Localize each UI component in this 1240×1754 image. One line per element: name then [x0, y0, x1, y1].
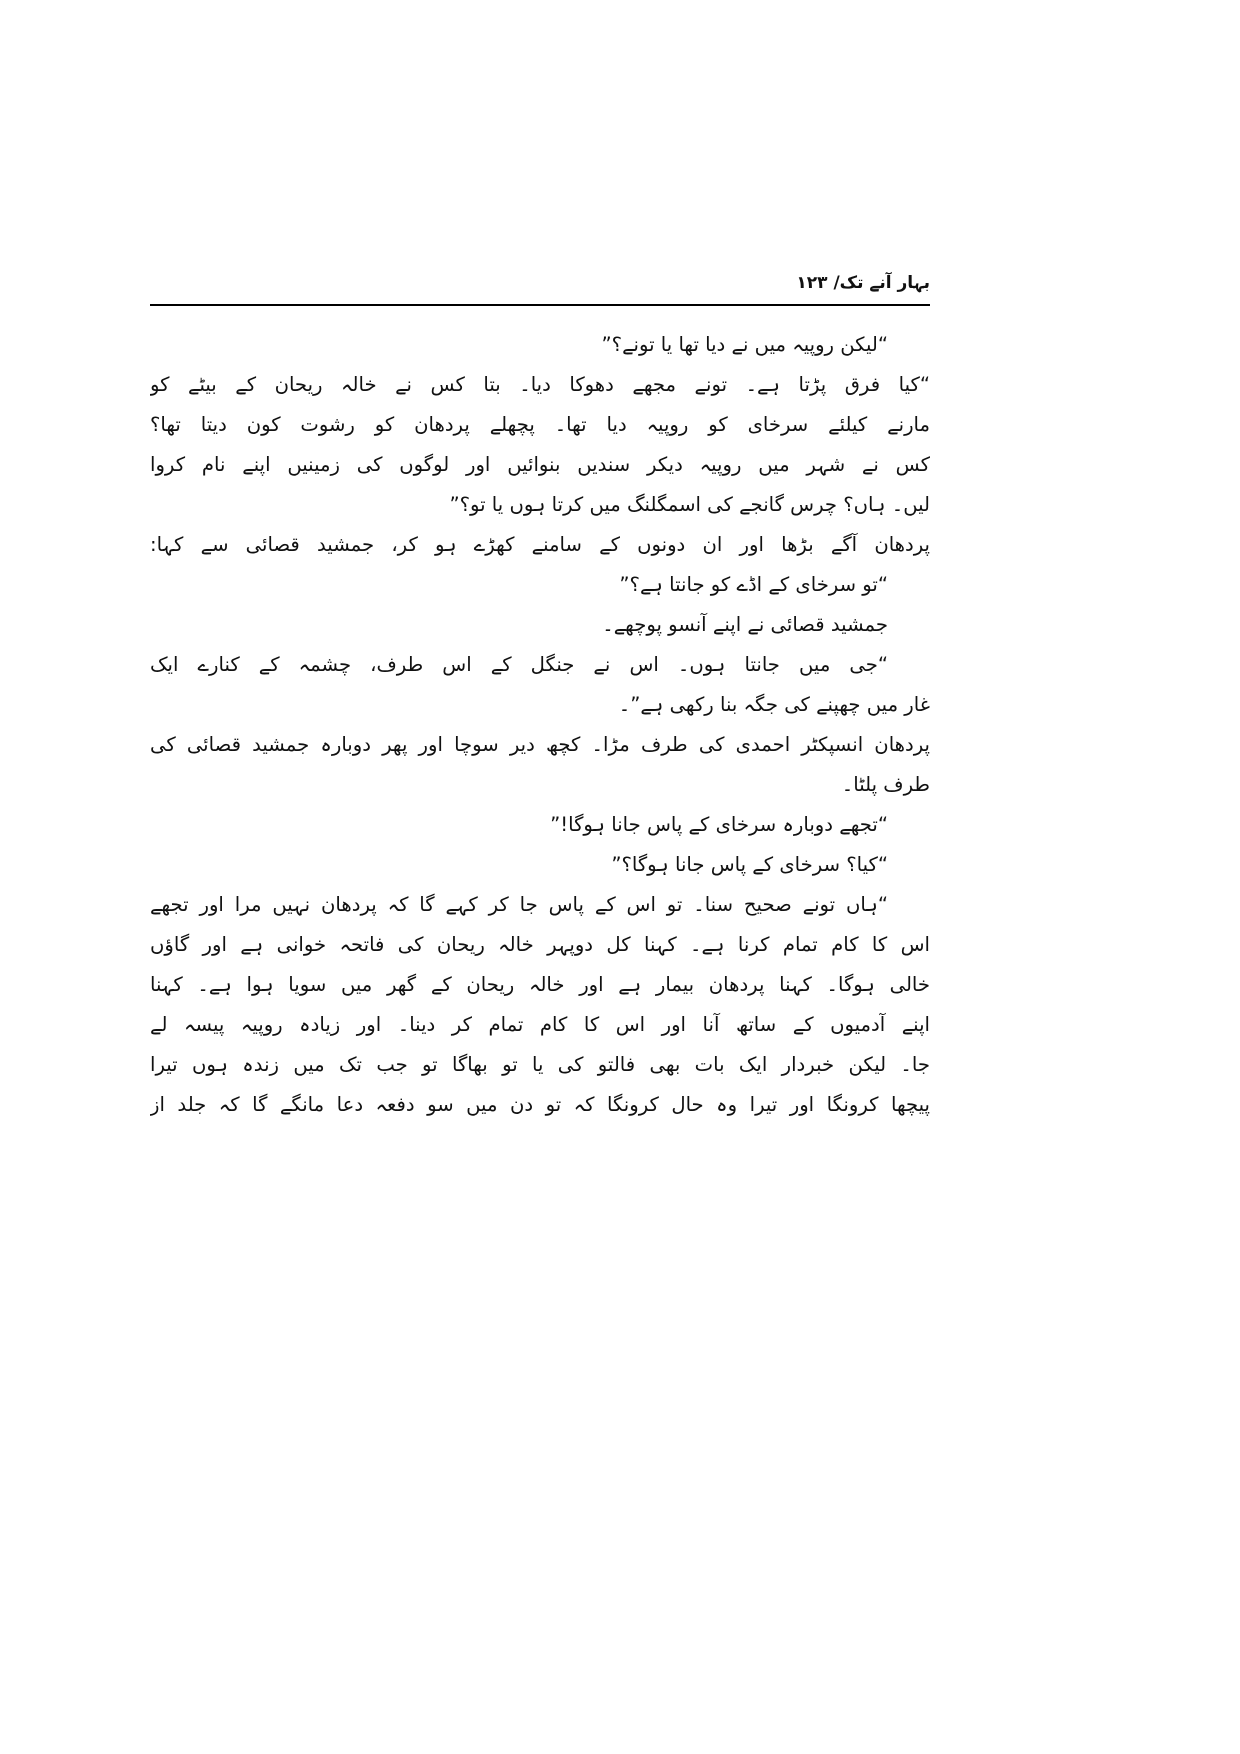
- body-text: [150, 325, 930, 1125]
- text-line: “کیا فرق پڑتا ہے۔ تونے مجھے دھوکا دیا۔ بتا کس نے خالہ ریحان کے بیٹے کو: [150, 373, 930, 396]
- text-line: “ہاں تونے صحیح سنا۔ تو اس کے پاس جا کر کہے گا کہ پردھان نہیں مرا اور تجھے: [150, 893, 888, 916]
- text-line: خالی ہوگا۔ کہنا پردھان بیمار ہے اور خالہ ریحان کے گھر میں سویا ہوا ہے۔ کہنا: [150, 973, 930, 996]
- text-line: “لیکن روپیہ میں نے دیا تھا یا تونے؟”: [601, 333, 888, 356]
- text-line: “کیا؟ سرخای کے پاس جانا ہوگا؟”: [611, 853, 888, 876]
- text-line: پردھان انسپکٹر احمدی کی طرف مڑا۔ کچھ دیر سوچا اور پھر دوبارہ جمشید قصائی کی: [150, 733, 930, 756]
- header-rule: [150, 304, 930, 306]
- text-line: اپنے آدمیوں کے ساتھ آنا اور اس کا کام تمام کر دینا۔ اور زیادہ روپیہ پیسہ لے: [150, 1013, 930, 1036]
- text-line: غار میں چھپنے کی جگہ بنا رکھی ہے”۔: [618, 693, 930, 716]
- page-header: [150, 268, 930, 302]
- text-line: جا۔ لیکن خبردار ایک بات بھی فالتو کی یا تو بھاگا تو جب تک میں زندہ ہوں تیرا: [150, 1053, 930, 1076]
- text-line: مارنے کیلئے سرخای کو روپیہ دیا تھا۔ پچھلے پردھان کو رشوت کون دیتا تھا؟: [150, 413, 930, 436]
- text-line: پیچھا کرونگا اور تیرا وہ حال کرونگا کہ تو دن میں سو دفعہ دعا مانگے گا کہ جلد از: [150, 1093, 930, 1116]
- text-line: کس نے شہر میں روپیہ دیکر سندیں بنوائیں اور لوگوں کی زمینیں اپنے نام کروا: [150, 453, 930, 476]
- text-line: “تجھے دوبارہ سرخای کے پاس جانا ہوگا!”: [550, 813, 888, 836]
- text-line: “جی میں جانتا ہوں۔ اس نے جنگل کے اس طرف، چشمہ کے کنارے ایک: [150, 653, 888, 676]
- text-line: جمشید قصائی نے اپنے آنسو پوچھے۔: [602, 613, 888, 636]
- running-head: بہار آنے تک/ ۱۲۳: [796, 273, 930, 293]
- text-line: اس کا کام تمام کرنا ہے۔ کہنا کل دوپہر خالہ ریحان کی فاتحہ خوانی ہے اور گاؤں: [150, 933, 930, 956]
- text-line: لیں۔ ہاں؟ چرس گانجے کی اسمگلنگ میں کرتا ہوں یا تو؟”: [449, 493, 930, 516]
- text-line: پردھان آگے بڑھا اور ان دونوں کے سامنے کھڑے ہو کر، جمشید قصائی سے کہا:: [150, 533, 930, 556]
- text-line: طرف پلٹا۔: [841, 773, 930, 796]
- text-line: “تو سرخای کے اڈے کو جانتا ہے؟”: [619, 573, 888, 596]
